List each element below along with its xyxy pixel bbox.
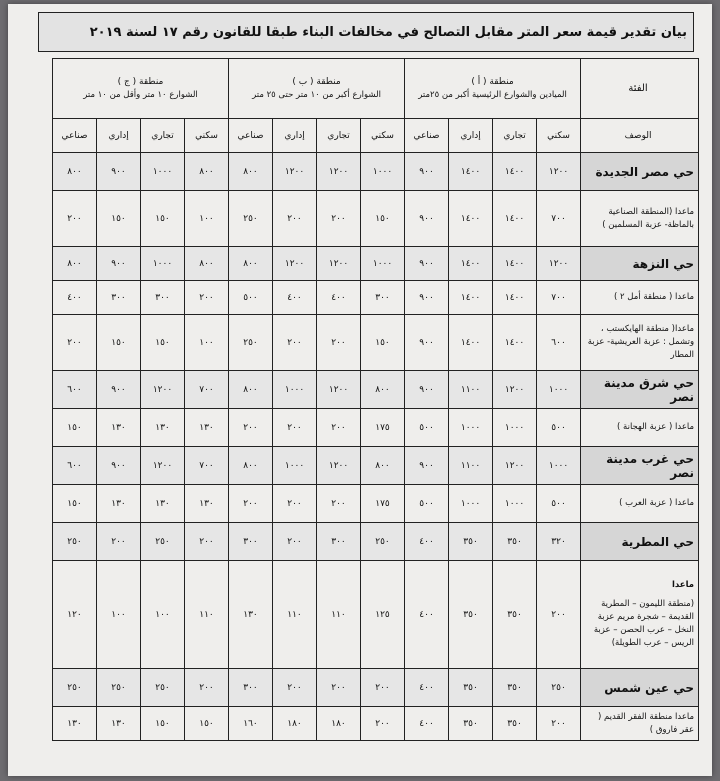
price-cell: ٥٠٠	[229, 281, 273, 315]
use-header: صناعي	[229, 119, 273, 153]
table-row	[53, 315, 699, 371]
price-cell: ٢٠٠	[229, 485, 273, 523]
price-cell: ٢٥٠	[361, 523, 405, 561]
price-cell: ١٠٠٠	[449, 485, 493, 523]
price-cell: ٤٠٠	[405, 523, 449, 561]
price-cell: ٢٠٠	[273, 669, 317, 707]
price-cell: ٩٠٠	[97, 447, 141, 485]
price-cell: ٢٥٠	[97, 669, 141, 707]
price-cell: ١٣٠	[229, 561, 273, 669]
price-cell: ٢٠٠	[53, 191, 97, 247]
price-cell: ٢٠٠	[185, 281, 229, 315]
price-cell: ١٤٠٠	[493, 247, 537, 281]
zone-c-header	[53, 59, 229, 119]
row-label	[581, 315, 699, 371]
price-cell: ١١٠	[317, 561, 361, 669]
table-row	[53, 409, 699, 447]
price-cell: ١٠٠٠	[273, 447, 317, 485]
price-cell: ١٦٠	[229, 707, 273, 741]
price-cell: ١٢٠٠	[317, 371, 361, 409]
price-cell: ١٠٠٠	[537, 447, 581, 485]
row-label-text: حي المطرية	[621, 534, 695, 549]
price-cell: ١٢٠٠	[493, 447, 537, 485]
price-cell: ٢٥٠	[229, 191, 273, 247]
price-cell: ١٨٠	[317, 707, 361, 741]
price-cell: ١٠٠٠	[493, 485, 537, 523]
table-row	[53, 669, 699, 707]
row-label	[581, 707, 699, 741]
price-cell: ١٤٠٠	[449, 247, 493, 281]
price-cell: ٢٠٠	[273, 191, 317, 247]
price-cell: ٤٠٠	[273, 281, 317, 315]
price-cell: ٣٥٠	[449, 669, 493, 707]
price-cell: ٣٥٠	[449, 707, 493, 741]
row-label	[581, 409, 699, 447]
price-cell: ٢٠٠	[317, 485, 361, 523]
row-label-text: ماعدا منطقة الفقر القديم ( عقر فاروق )	[597, 711, 695, 735]
table-row	[53, 281, 699, 315]
price-cell: ٧٠٠	[537, 191, 581, 247]
row-label	[581, 153, 699, 191]
price-cell: ٢٠٠	[185, 523, 229, 561]
row-label-text: ماعدا (المنطقة الصناعية بالماظة- عزبة المسلمين )	[602, 206, 695, 230]
price-cell: ٤٠٠	[405, 669, 449, 707]
price-cell: ١٥٠	[361, 315, 405, 371]
price-cell: ١٤٠٠	[449, 281, 493, 315]
price-cell: ١٤٠٠	[449, 191, 493, 247]
row-label-text: حي مصر الجديدة	[595, 164, 695, 179]
row-label	[581, 281, 699, 315]
zone-b-header	[229, 59, 405, 119]
price-cell: ١١٠٠	[449, 447, 493, 485]
price-cell: ١٢٠٠	[493, 371, 537, 409]
price-cell: ٣٠٠	[97, 281, 141, 315]
category-header	[581, 59, 699, 119]
price-cell: ٢٠٠	[537, 561, 581, 669]
row-label	[581, 371, 699, 409]
price-cell: ١٥٠	[53, 485, 97, 523]
price-cell: ٢٥٠	[53, 523, 97, 561]
row-label	[581, 485, 699, 523]
price-cell: ١٠٠٠	[361, 153, 405, 191]
zone-c-name: منطقة ( ج )	[117, 76, 164, 87]
price-cell: ٩٠٠	[97, 153, 141, 191]
zone-a-desc: الميادين والشوارع الرئيسية أكبر من ٢٥متر	[418, 89, 567, 100]
price-cell: ٤٠٠	[405, 561, 449, 669]
row-label-detail: (منطقة الليمون – المطرية القديمة – شجرة مريم عزبة النخل – عرب الحصن – عزبة الريس – عرب الطويلة)	[593, 599, 695, 648]
row-label	[581, 247, 699, 281]
price-cell: ١٢٠٠	[317, 247, 361, 281]
price-cell: ٢٥٠	[537, 669, 581, 707]
price-cell: ١٣٠	[141, 409, 185, 447]
price-cell: ٧٠٠	[185, 447, 229, 485]
price-table	[52, 58, 699, 741]
price-cell: ٣٠٠	[229, 523, 273, 561]
price-cell: ٩٠٠	[405, 247, 449, 281]
price-cell: ٨٠٠	[229, 247, 273, 281]
price-cell: ٥٠٠	[405, 485, 449, 523]
price-cell: ١٥٠	[185, 707, 229, 741]
zone-b-name: منطقة ( ب )	[292, 76, 341, 87]
price-cell: ٢٠٠	[537, 707, 581, 741]
price-cell: ٤٠٠	[405, 707, 449, 741]
row-label-text: حي شرق مدينة نصر	[603, 375, 695, 404]
price-cell: ١٤٠٠	[493, 191, 537, 247]
use-header: تجاري	[141, 119, 185, 153]
use-header: إداري	[449, 119, 493, 153]
price-cell: ١٧٥	[361, 485, 405, 523]
price-cell: ٦٠٠	[537, 315, 581, 371]
row-label-text: ماعدا ( منطقة أمل ٢ )	[613, 292, 695, 302]
price-cell: ٢٠٠	[53, 315, 97, 371]
price-cell: ١١٠	[185, 561, 229, 669]
price-cell: ٣٠٠	[317, 523, 361, 561]
price-cell: ١٠٠٠	[493, 409, 537, 447]
price-cell: ٧٠٠	[185, 371, 229, 409]
price-cell: ١٤٠٠	[449, 153, 493, 191]
price-cell: ١٠٠٠	[273, 371, 317, 409]
price-cell: ٣٥٠	[449, 561, 493, 669]
price-cell: ٩٠٠	[405, 371, 449, 409]
price-cell: ٢٠٠	[185, 669, 229, 707]
row-label	[581, 191, 699, 247]
price-cell: ١٠٠	[141, 561, 185, 669]
price-cell: ١٨٠	[273, 707, 317, 741]
price-cell: ١٠٠٠	[449, 409, 493, 447]
price-cell: ٢٠٠	[97, 523, 141, 561]
table-row	[53, 523, 699, 561]
price-cell: ٩٠٠	[97, 371, 141, 409]
price-cell: ١٤٠٠	[493, 281, 537, 315]
price-cell: ١٢٠٠	[537, 153, 581, 191]
zone-a-name: منطقة ( أ )	[471, 76, 514, 87]
price-cell: ١٥٠	[97, 191, 141, 247]
price-cell: ١٠٠٠	[361, 247, 405, 281]
price-cell: ٥٠٠	[537, 409, 581, 447]
row-label	[581, 447, 699, 485]
price-cell: ٨٠٠	[229, 371, 273, 409]
table-row	[53, 247, 699, 281]
price-cell: ٩٠٠	[405, 315, 449, 371]
price-cell: ٣٠٠	[141, 281, 185, 315]
price-cell: ١٢٠٠	[141, 371, 185, 409]
price-cell: ١٣٠	[53, 707, 97, 741]
price-cell: ١٢٠٠	[537, 247, 581, 281]
row-label	[581, 561, 699, 669]
price-cell: ١٥٠	[141, 191, 185, 247]
price-cell: ٩٠٠	[405, 281, 449, 315]
price-cell: ١٢٠	[53, 561, 97, 669]
table-row	[53, 561, 699, 669]
category-label: الفئة	[628, 83, 648, 94]
use-header: تجاري	[493, 119, 537, 153]
price-cell: ١٠٠	[97, 561, 141, 669]
use-header: صناعي	[405, 119, 449, 153]
table-row	[53, 485, 699, 523]
table-row	[53, 447, 699, 485]
price-cell: ١٤٠٠	[493, 315, 537, 371]
price-cell: ١٢٠٠	[273, 247, 317, 281]
document-title: بيان تقدير قيمة سعر المتر مقابل التصالح في مخالفات البناء طبقا للقانون رقم ١٧ لسنة ٢٠١٩	[38, 12, 694, 52]
zone-a-header	[405, 59, 581, 119]
use-header: صناعي	[53, 119, 97, 153]
use-header: سكني	[361, 119, 405, 153]
price-cell: ٨٠٠	[53, 247, 97, 281]
zone-b-desc: الشوارع أكبر من ١٠ متر حتى ٢٥ متر	[252, 89, 381, 100]
price-cell: ٤٠٠	[317, 281, 361, 315]
description-header: الوصف	[581, 119, 699, 153]
price-cell: ٢٠٠	[317, 669, 361, 707]
row-label-text: حي عين شمس	[604, 680, 695, 695]
price-cell: ٨٠٠	[53, 153, 97, 191]
use-header: إداري	[97, 119, 141, 153]
price-cell: ١٥٠	[53, 409, 97, 447]
price-cell: ٩٠٠	[405, 191, 449, 247]
use-header: إداري	[273, 119, 317, 153]
price-cell: ٨٠٠	[185, 153, 229, 191]
price-cell: ١٥٠	[361, 191, 405, 247]
table-body	[53, 153, 699, 741]
price-cell: ١٥٠	[141, 707, 185, 741]
table-row	[53, 371, 699, 409]
price-cell: ٢٠٠	[361, 669, 405, 707]
row-label	[581, 669, 699, 707]
table-row	[53, 707, 699, 741]
price-cell: ٢٠٠	[317, 191, 361, 247]
price-cell: ٣٥٠	[449, 523, 493, 561]
price-cell: ١٧٥	[361, 409, 405, 447]
price-cell: ١٠٠	[185, 191, 229, 247]
price-cell: ٨٠٠	[185, 247, 229, 281]
price-cell: ١٠٠٠	[141, 153, 185, 191]
price-cell: ٦٠٠	[53, 447, 97, 485]
price-cell: ٣٠٠	[229, 669, 273, 707]
use-header: سكني	[537, 119, 581, 153]
zone-c-desc: الشوارع ١٠ متر وأقل من ١٠ متر	[83, 89, 198, 100]
price-cell: ٢٥٠	[141, 669, 185, 707]
price-cell: ٩٠٠	[405, 153, 449, 191]
row-label-text: ماعدا( منطقة الهايكستب ، وتشمل : عزبة العريشية- عزبة المطار	[587, 324, 695, 360]
price-cell: ٧٠٠	[537, 281, 581, 315]
price-cell: ٥٠٠	[405, 409, 449, 447]
price-cell: ٦٠٠	[53, 371, 97, 409]
row-label-text: ماعدا ( عزبة العرب )	[619, 498, 695, 508]
price-cell: ١٢٠٠	[317, 153, 361, 191]
price-cell: ١٢٠٠	[141, 447, 185, 485]
price-cell: ٨٠٠	[229, 153, 273, 191]
price-cell: ٨٠٠	[361, 447, 405, 485]
price-cell: ٣٥٠	[493, 561, 537, 669]
price-cell: ٢٥٠	[141, 523, 185, 561]
price-cell: ٥٠٠	[537, 485, 581, 523]
price-cell: ١٢٠٠	[273, 153, 317, 191]
price-cell: ٢٠٠	[317, 315, 361, 371]
use-header: تجاري	[317, 119, 361, 153]
row-label-text: حي النزهة	[632, 256, 695, 271]
price-cell: ٢٠٠	[317, 409, 361, 447]
price-cell: ١١٠	[273, 561, 317, 669]
price-cell: ١٤٠٠	[493, 153, 537, 191]
price-cell: ١٥٠	[97, 315, 141, 371]
price-cell: ٣٠٠	[361, 281, 405, 315]
price-cell: ١٢٠٠	[317, 447, 361, 485]
price-cell: ٢٥٠	[229, 315, 273, 371]
price-cell: ٣٥٠	[493, 707, 537, 741]
row-label-text: حي غرب مدينة نصر	[606, 451, 695, 480]
table-row	[53, 191, 699, 247]
price-cell: ٨٠٠	[229, 447, 273, 485]
price-cell: ١٣٠	[97, 409, 141, 447]
price-cell: ٢٠٠	[273, 315, 317, 371]
price-cell: ١٣٠	[185, 409, 229, 447]
price-cell: ٨٠٠	[361, 371, 405, 409]
price-cell: ٢٠٠	[273, 485, 317, 523]
price-cell: ٩٠٠	[97, 247, 141, 281]
price-cell: ١٣٠	[97, 707, 141, 741]
price-cell: ٣٥٠	[493, 669, 537, 707]
price-cell: ٢٥٠	[53, 669, 97, 707]
price-cell: ٩٠٠	[405, 447, 449, 485]
price-cell: ١٠٠٠	[141, 247, 185, 281]
row-label-text: ماعدا ( عزبة الهجانة )	[617, 422, 695, 432]
price-cell: ١٣٠	[185, 485, 229, 523]
price-cell: ٢٠٠	[273, 523, 317, 561]
use-header: سكني	[185, 119, 229, 153]
price-cell: ١٠٠	[185, 315, 229, 371]
table-row	[53, 153, 699, 191]
price-cell: ٤٠٠	[53, 281, 97, 315]
row-label	[581, 523, 699, 561]
row-label-text: ماعدا	[671, 580, 695, 590]
price-cell: ١٢٥	[361, 561, 405, 669]
price-cell: ٣٥٠	[493, 523, 537, 561]
price-cell: ١٥٠	[141, 315, 185, 371]
price-cell: ٢٠٠	[273, 409, 317, 447]
document-page	[8, 4, 712, 776]
price-cell: ٢٠٠	[361, 707, 405, 741]
price-cell: ١١٠٠	[449, 371, 493, 409]
price-cell: ١٠٠٠	[537, 371, 581, 409]
price-cell: ١٤٠٠	[449, 315, 493, 371]
price-cell: ١٣٠	[141, 485, 185, 523]
price-cell: ١٣٠	[97, 485, 141, 523]
price-cell: ٣٢٠	[537, 523, 581, 561]
price-cell: ٢٠٠	[229, 409, 273, 447]
